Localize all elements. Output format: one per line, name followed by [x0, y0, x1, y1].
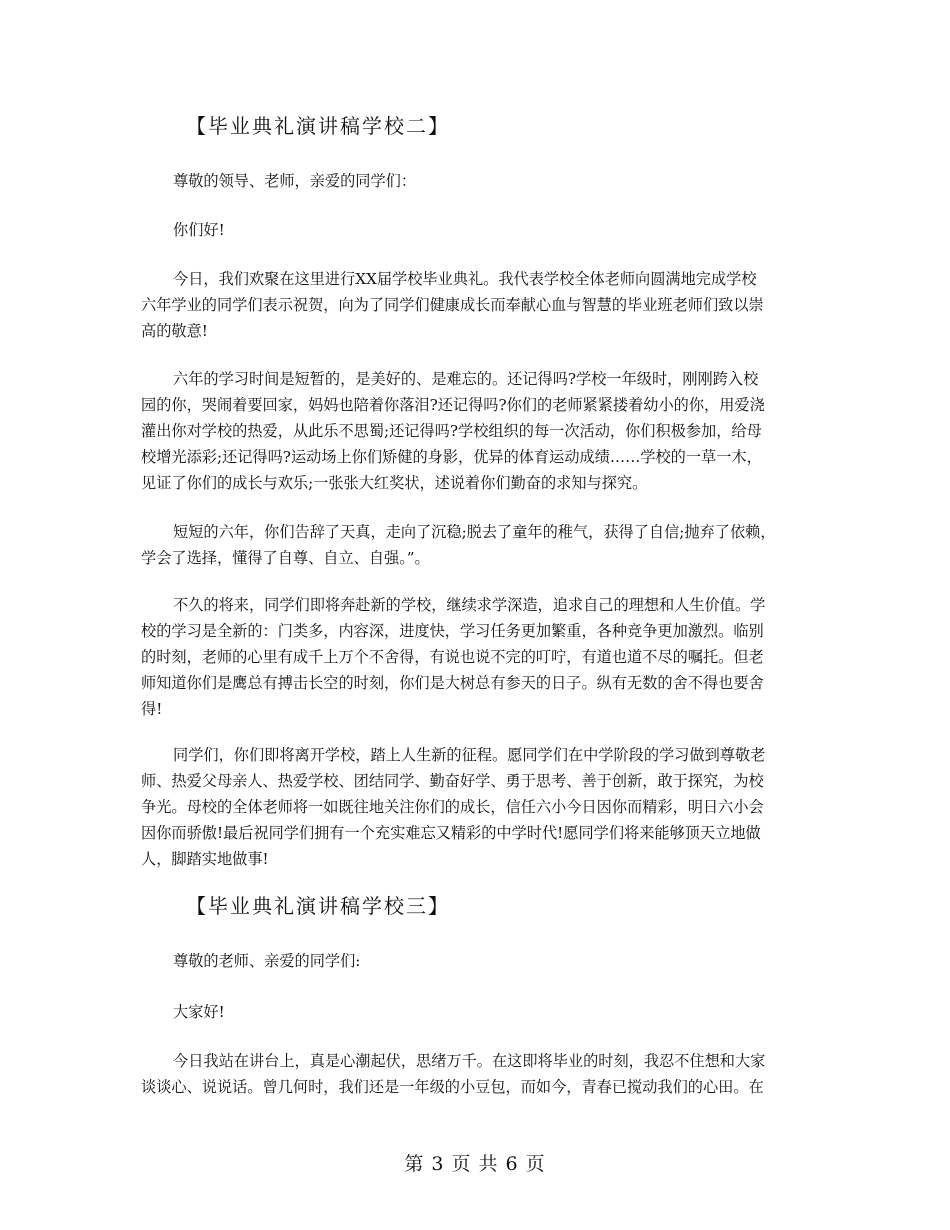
hello-line: 你们好! [173, 221, 225, 239]
paragraph-line: 短短的六年，你们告辞了天真，走向了沉稳;脱去了童年的稚气，获得了自信;抛弃了依赖， [173, 523, 776, 541]
hello-line: 大家好! [173, 1003, 225, 1021]
section-title-2: 【毕业典礼演讲稿学校二】 [186, 114, 450, 138]
paragraph-line: 师、热爱父母亲人、热爱学校、团结同学、勤奋好学、勇于思考、善于创新，敢于探究，为校 [141, 772, 764, 790]
paragraph-line: 园的你，哭闹着要回家，妈妈也陪着你落泪?还记得吗?你们的老师紧紧搂着幼小的你，用爱浇 [141, 396, 765, 414]
paragraph-line: 六年的学习时间是短暂的，是美好的、是难忘的。还记得吗?学校一年级时，刚刚跨入校 [173, 370, 759, 388]
paragraph-line: 同学们，你们即将离开学校，踏上人生新的征程。愿同学们在中学阶段的学习做到尊敬老 [173, 746, 766, 764]
paragraph-line: 学会了选择，懂得了自尊、自立、自强。”。 [141, 549, 430, 567]
paragraph-line: 谈谈心、说说话。曾几何时，我们还是一年级的小豆包，而如今，青春已搅动我们的心田。在 [141, 1078, 764, 1096]
paragraph-line: 因你而骄傲!最后祝同学们拥有一个充实难忘又精彩的中学时代!愿同学们将来能够顶天立地做 [141, 824, 761, 842]
paragraph-line: 争光。母校的全体老师将一如既往地关注你们的成长，信任六小今日因你而精彩，明日六小会 [141, 798, 764, 816]
section-title-3: 【毕业典礼演讲稿学校三】 [186, 894, 450, 918]
paragraph-line: 见证了你们的成长与欢乐;一张张大红奖状，述说着你们勤奋的求知与探究。 [141, 474, 648, 492]
paragraph-line: 人，脚踏实地做事! [141, 850, 269, 868]
paragraph-line: 师知道你们是鹰总有搏击长空的时刻，你们是大树总有参天的日子。纵有无数的舍不得也要舍 [141, 674, 764, 692]
page-number-footer: 第 3 页 共 6 页 [404, 1153, 546, 1175]
paragraph-line: 今日我站在讲台上，真是心潮起伏，思绪万千。在这即将毕业的时刻，我忍不住想和大家 [173, 1052, 766, 1070]
paragraph-line: 校的学习是全新的：门类多，内容深，进度快，学习任务更加繁重，各种竞争更加激烈。临别 [141, 622, 764, 640]
paragraph-line: 今日，我们欢聚在这里进行XX届学校毕业典礼。我代表学校全体老师向圆满地完成学校 [173, 270, 757, 288]
greeting-line: 尊敬的老师、亲爱的同学们: [173, 952, 361, 970]
paragraph-line: 灌出你对学校的热爱，从此乐不思蜀;还记得吗?学校组织的每一次活动，你们积极参加，给母 [141, 422, 762, 440]
paragraph-line: 的时刻，老师的心里有成千上万个不舍得，有说也说不完的叮咛，有道也道不尽的嘱托。但老 [141, 648, 764, 666]
paragraph-line: 高的敬意! [141, 322, 208, 340]
paragraph-line: 不久的将来，同学们即将奔赴新的学校，继续求学深造，追求自己的理想和人生价值。学 [173, 596, 766, 614]
paragraph-line: 六年学业的同学们表示祝贺，向为了同学们健康成长而奉献心血与智慧的毕业班老师们致以崇 [141, 296, 764, 314]
paragraph-line: 校增光添彩;还记得吗?运动场上你们矫健的身影，优异的体育运动成绩……学校的一草一木， [141, 448, 762, 466]
greeting-line: 尊敬的领导、老师，亲爱的同学们： [173, 172, 416, 190]
paragraph-line: 得! [141, 700, 163, 718]
